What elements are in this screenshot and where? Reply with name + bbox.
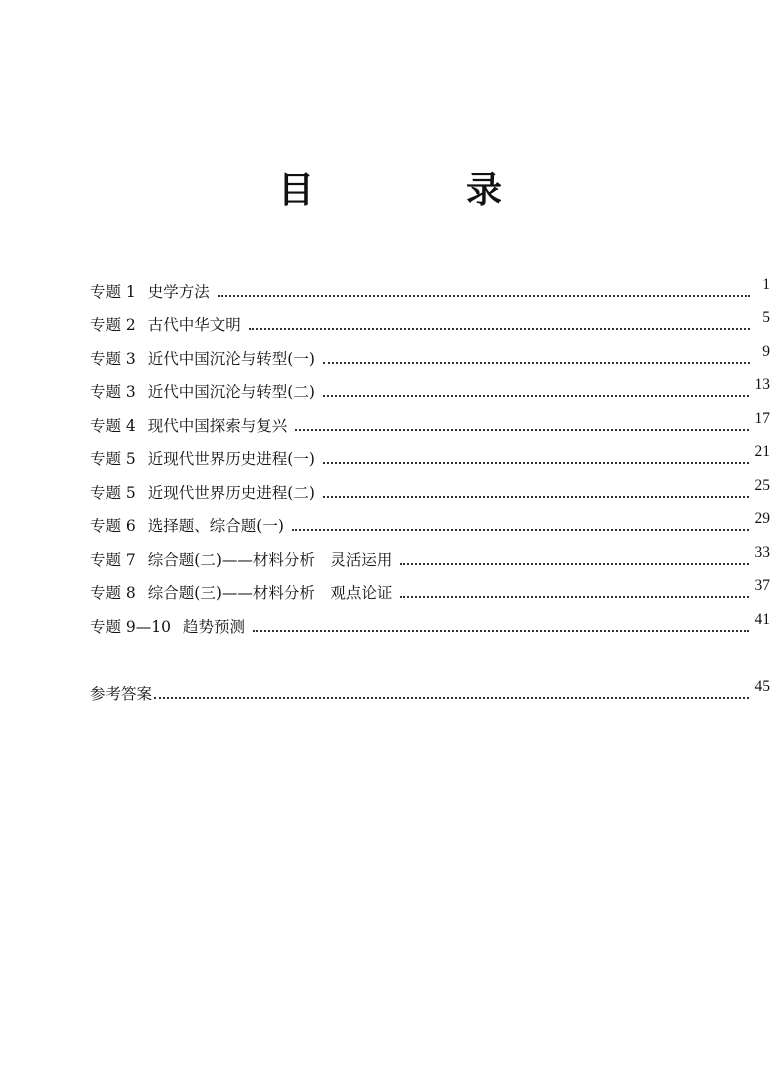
toc-entry[interactable] (90, 570, 770, 604)
toc-page-number: 9 (762, 342, 770, 360)
dot-leader (400, 563, 748, 565)
toc-entry-title: 史学方法 (147, 282, 210, 301)
toc-page-number: 45 (754, 678, 770, 695)
toc-entry-answers[interactable] (90, 671, 770, 705)
toc-entry[interactable] (90, 436, 770, 470)
toc-entry[interactable] (90, 469, 770, 503)
toc-entry[interactable] (90, 369, 770, 403)
toc-topic-number: 专题 5 (90, 450, 136, 468)
toc-topic-number: 专题 6 (90, 517, 136, 535)
toc-entry-title: 综合题(三)——材料分析 观点论证 (147, 584, 393, 602)
dot-leader (218, 295, 750, 297)
toc-entry[interactable] (90, 302, 770, 336)
toc-entry[interactable] (90, 402, 770, 436)
dot-leader (295, 429, 748, 431)
toc-entry-title: 近现代世界历史进程(一) (147, 450, 315, 468)
toc-entry[interactable] (90, 536, 770, 570)
toc-entry[interactable] (90, 503, 770, 537)
toc-entry-title: 近现代世界历史进程(二) (147, 483, 315, 502)
table-of-contents (90, 268, 770, 704)
toc-page-number: 1 (762, 275, 770, 293)
dot-leader (323, 362, 750, 364)
toc-topic-number: 专题 2 (90, 316, 136, 334)
dot-leader (323, 395, 749, 397)
dot-leader (154, 697, 748, 699)
toc-page-number: 41 (754, 610, 770, 628)
dot-leader (400, 596, 748, 598)
dot-leader (323, 462, 749, 464)
toc-topic-number: 专题 4 (90, 416, 136, 435)
toc-page-number: 21 (754, 443, 770, 460)
toc-entry-title: 近代中国沉沦与转型(二) (147, 383, 315, 401)
toc-page-number: 37 (754, 577, 770, 594)
toc-entry[interactable] (90, 335, 770, 369)
toc-entry-title: 趋势预测 (183, 617, 246, 636)
dot-leader (253, 630, 748, 632)
toc-entry[interactable] (90, 268, 770, 302)
toc-topic-number: 专题 7 (90, 550, 136, 569)
toc-entry-title: 参考答案 (90, 685, 153, 703)
toc-entry-title: 现代中国探索与复兴 (147, 416, 288, 435)
dot-leader (292, 529, 749, 531)
toc-entry-title: 选择题、综合题(一) (147, 517, 284, 535)
toc-entry-title: 综合题(二)——材料分析 灵活运用 (147, 550, 393, 569)
toc-topic-number: 专题 8 (90, 584, 136, 602)
dot-leader (249, 328, 750, 330)
toc-entry-title: 近代中国沉沦与转型(一) (147, 349, 315, 368)
toc-topic-number: 专题 3 (90, 349, 136, 368)
toc-page-number: 29 (754, 510, 770, 527)
toc-topic-number: 专题 5 (90, 483, 136, 502)
toc-topic-number: 专题 3 (90, 383, 136, 401)
toc-page-number: 5 (762, 309, 770, 326)
dot-leader (323, 496, 749, 498)
toc-page-number: 17 (754, 409, 770, 427)
toc-page-number: 25 (754, 476, 770, 494)
toc-topic-number: 专题 9—10 (90, 617, 172, 636)
toc-topic-number: 专题 1 (90, 282, 136, 301)
toc-page-number: 13 (754, 376, 770, 393)
toc-page-number: 33 (754, 543, 770, 561)
toc-entry-title: 古代中华文明 (147, 316, 241, 334)
page-title: 目 录 (277, 169, 560, 211)
toc-entry[interactable] (90, 603, 770, 637)
